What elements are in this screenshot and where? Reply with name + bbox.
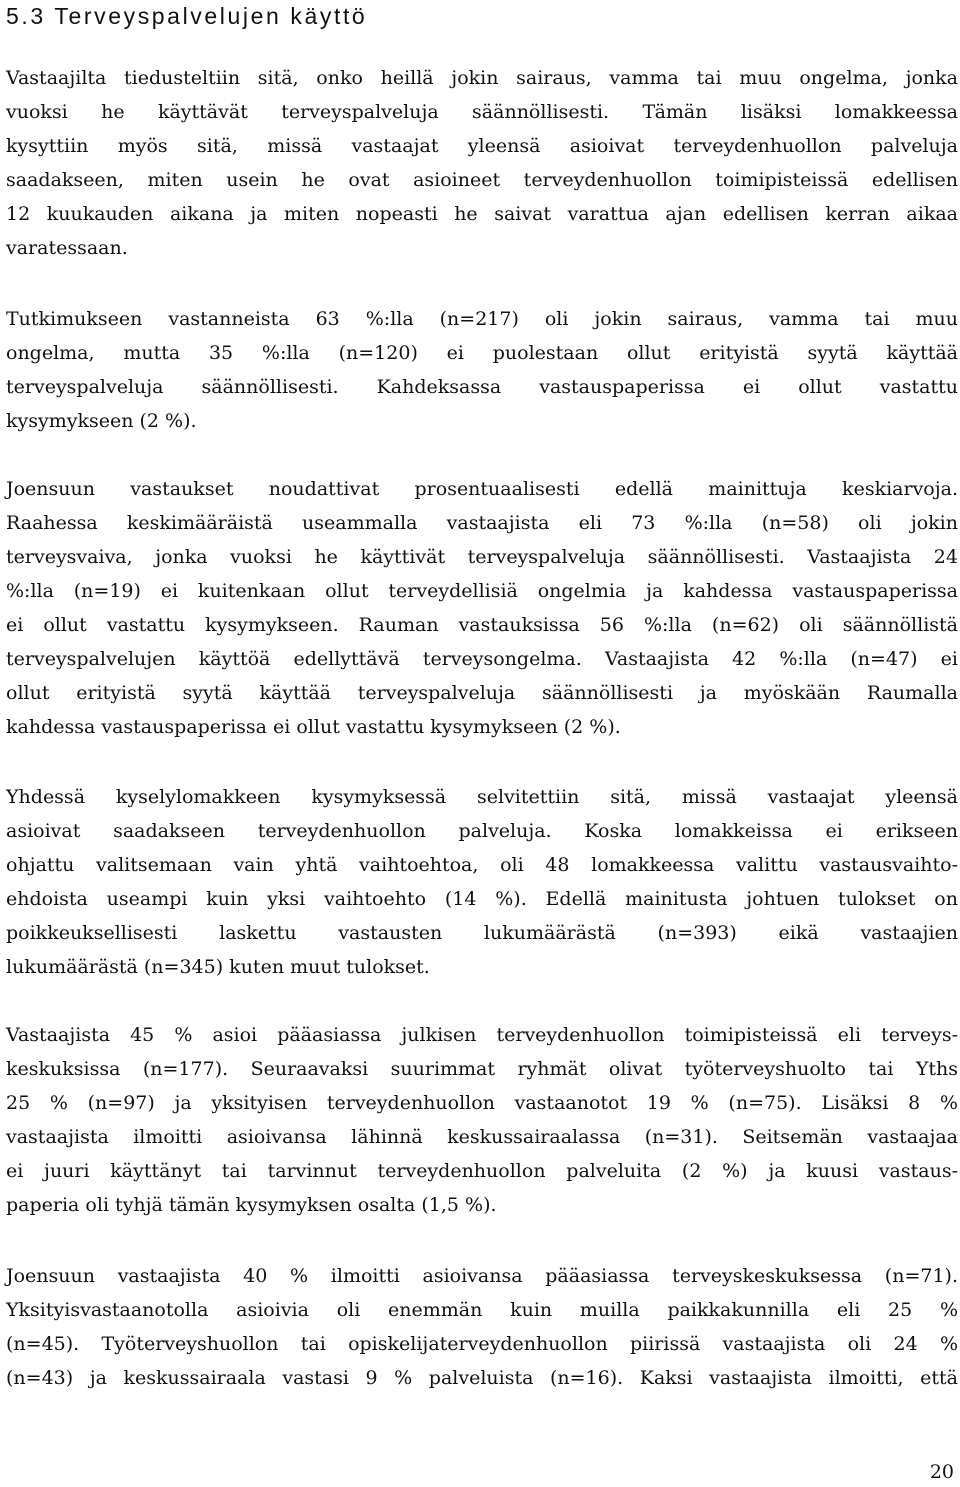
text-line: Yksityisvastaanotolla asioivia oli enemmän kuin muilla paikkakunnilla eli 25 % — [6, 1299, 958, 1321]
text-line: ehdoista useampi kuin yksi vaihtoehto (14 %). Edellä mainitusta johtuen tulokset on — [6, 888, 958, 910]
text-line: vuoksi he käyttävät terveyspalveluja säännöllisesti. Tämän lisäksi lomakkeessa — [6, 101, 958, 123]
paragraph-6 — [6, 1259, 958, 1395]
text-line: kysymykseen (2 %). — [6, 410, 197, 432]
text-line: Vastaajilta tiedusteltiin sitä, onko heillä jokin sairaus, vamma tai muu ongelma, jonka — [6, 67, 958, 89]
text-line: 12 kuukauden aikana ja miten nopeasti he saivat varattua ajan edellisen kerran aikaa — [6, 203, 958, 225]
text-line: Raahessa keskimääräistä useammalla vastaajista eli 73 %:lla (n=58) oli jokin — [6, 512, 958, 534]
text-line: (n=43) ja keskussairaala vastasi 9 % palveluista (n=16). Kaksi vastaajista ilmoitti, että — [6, 1367, 958, 1389]
text-line: terveyspalveluja säännöllisesti. Kahdeksassa vastauspaperissa ei ollut vastattu — [6, 376, 958, 398]
paragraph-4 — [6, 780, 958, 984]
text-line: Tutkimukseen vastanneista 63 %:lla (n=217) oli jokin sairaus, vamma tai muu — [6, 308, 958, 330]
paragraph-2 — [6, 302, 958, 438]
text-line: Joensuun vastaajista 40 % ilmoitti asioivansa pääasiassa terveyskeskuksessa (n=71). — [6, 1265, 958, 1287]
paragraph-5 — [6, 1018, 958, 1222]
text-line: kysyttiin myös sitä, missä vastaajat yleensä asioivat terveydenhuollon palveluja — [6, 135, 958, 157]
text-line: poikkeuksellisesti laskettu vastausten lukumäärästä (n=393) eikä vastaajien — [6, 922, 958, 944]
paragraph-3 — [6, 472, 958, 744]
text-line: ollut erityistä syytä käyttää terveyspalveluja säännöllisesti ja myöskään Raumalla — [6, 682, 958, 704]
text-line: 25 % (n=97) ja yksityisen terveydenhuollon vastaanotot 19 % (n=75). Lisäksi 8 % — [6, 1092, 958, 1114]
section-heading: 5.3 Terveyspalvelujen käyttö — [6, 3, 368, 29]
text-line: asioivat saadakseen terveydenhuollon palveluja. Koska lomakkeissa ei erikseen — [6, 820, 958, 842]
text-line: lukumäärästä (n=345) kuten muut tulokset. — [6, 956, 430, 978]
text-line: varatessaan. — [6, 237, 128, 259]
text-line: Joensuun vastaukset noudattivat prosentuaalisesti edellä mainittuja keskiarvoja. — [6, 478, 958, 500]
text-line: kahdessa vastauspaperissa ei ollut vastattu kysymykseen (2 %). — [6, 716, 621, 738]
page-number: 20 — [929, 1461, 954, 1483]
text-line: saadakseen, miten usein he ovat asioineet terveydenhuollon toimipisteissä edellisen — [6, 169, 958, 191]
text-line: ongelma, mutta 35 %:lla (n=120) ei puolestaan ollut erityistä syytä käyttää — [6, 342, 958, 364]
text-line: ohjattu valitsemaan vain yhtä vaihtoehtoa, oli 48 lomakkeessa valittu vastausvaihto- — [6, 854, 958, 876]
text-line: paperia oli tyhjä tämän kysymyksen osalta (1,5 %). — [6, 1194, 497, 1216]
text-line: Vastaajista 45 % asioi pääasiassa julkisen terveydenhuollon toimipisteissä eli terveys- — [6, 1024, 958, 1046]
paragraph-1 — [6, 61, 958, 265]
text-line: ei ollut vastattu kysymykseen. Rauman vastauksissa 56 %:lla (n=62) oli säännöllistä — [6, 614, 958, 636]
text-line: keskuksissa (n=177). Seuraavaksi suurimmat ryhmät olivat työterveyshuolto tai Yths — [6, 1058, 958, 1080]
text-line: terveyspalvelujen käyttöä edellyttävä terveysongelma. Vastaajista 42 %:lla (n=47) ei — [6, 648, 958, 670]
document-page — [6, 0, 958, 1389]
text-line: Yhdessä kyselylomakkeen kysymyksessä selvitettiin sitä, missä vastaajat yleensä — [6, 786, 958, 808]
text-line: (n=45). Työterveyshuollon tai opiskelijaterveydenhuollon piirissä vastaajista oli 24 % — [6, 1333, 958, 1355]
text-line: ei juuri käyttänyt tai tarvinnut terveydenhuollon palveluita (2 %) ja kuusi vastaus- — [6, 1160, 958, 1182]
text-line: %:lla (n=19) ei kuitenkaan ollut terveydellisiä ongelmia ja kahdessa vastauspaperissa — [6, 580, 958, 602]
text-line: vastaajista ilmoitti asioivansa lähinnä keskussairaalassa (n=31). Seitsemän vastaajaa — [6, 1126, 958, 1148]
text-line: terveysvaiva, jonka vuoksi he käyttivät terveyspalveluja säännöllisesti. Vastaajista 24 — [6, 546, 958, 568]
